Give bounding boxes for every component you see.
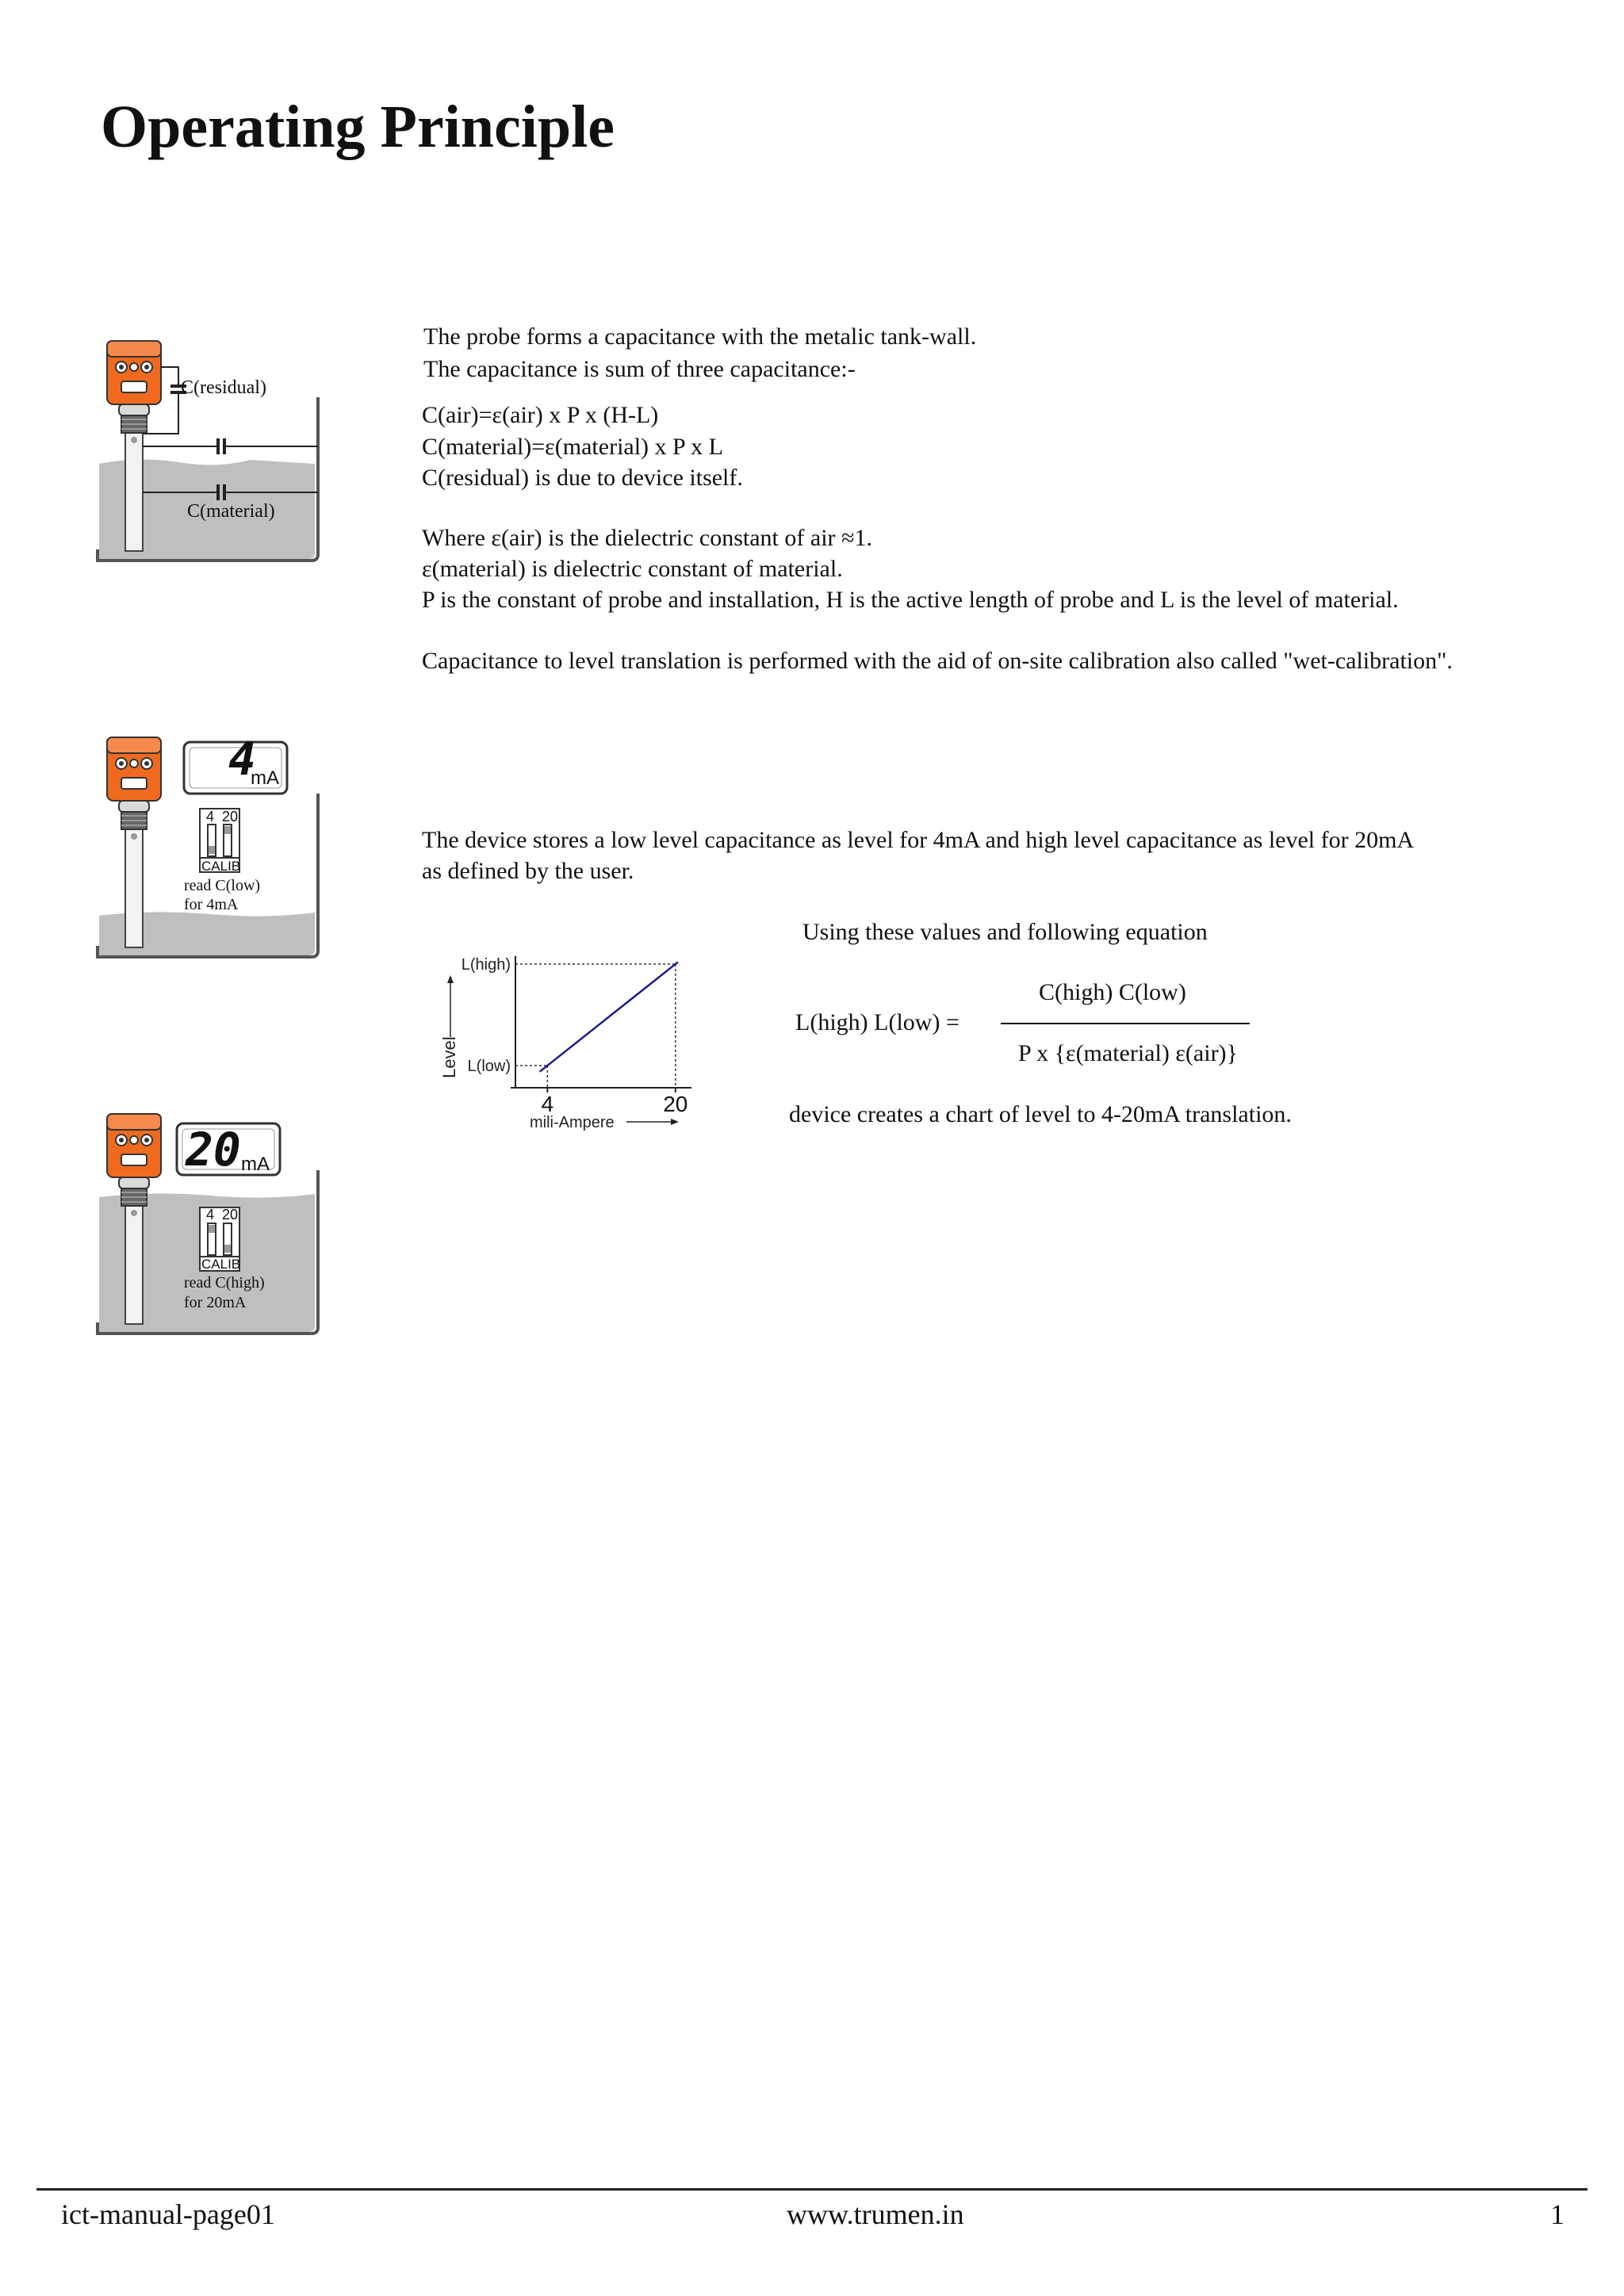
switch-label-4: 4	[206, 1207, 215, 1223]
calibration-low-caption-2: for 4mA	[184, 896, 239, 913]
where-line-1: Where ε(air) is the dielectric constant of air ≈1.	[422, 525, 872, 551]
calibration-high-caption-2: for 20mA	[184, 1294, 247, 1311]
display-unit: mA	[241, 1154, 270, 1175]
equation-lhs: L(high) L(low) =	[795, 1009, 959, 1035]
display-unit: mA	[251, 767, 279, 789]
where-line-3: P is the constant of probe and installation, H is the active length of probe and L is the level of material.	[422, 587, 1399, 613]
switch-label-20: 20	[222, 809, 239, 825]
calibration-low-caption-1: read C(low)	[184, 877, 261, 894]
display-digits: 4	[228, 732, 256, 786]
intro-line-2: The capacitance is sum of three capacitance:-	[423, 356, 856, 382]
page-number: 1	[1550, 2198, 1565, 2230]
x-tick-label: 20	[663, 1092, 688, 1116]
x-axis-arrowhead	[671, 1119, 679, 1125]
footer-url[interactable]: www.trumen.in	[787, 2198, 964, 2230]
switch-label-20: 20	[222, 1207, 239, 1223]
x-tick-label: 4	[541, 1092, 554, 1116]
equation-numerator: C(high) C(low)	[1039, 979, 1186, 1005]
intro-line-1: The probe forms a capacitance with the metalic tank-wall.	[423, 323, 977, 350]
probe-rod	[125, 432, 143, 551]
calib-label: CALIB	[201, 859, 241, 874]
equation-residual: C(residual) is due to device itself.	[422, 465, 743, 491]
fraction-bar	[1001, 1023, 1250, 1024]
where-line-2: ε(material) is dielectric constant of material.	[422, 556, 843, 582]
equation-material: C(material)=ε(material) x P x L	[422, 434, 723, 460]
equation-outro: device creates a chart of level to 4-20mA translation.	[789, 1101, 1292, 1127]
calib-label: CALIB	[201, 1257, 241, 1272]
equation-denominator: P x {ε(material) ε(air)}	[1018, 1040, 1238, 1066]
residual-label: C(residual)	[181, 377, 266, 398]
y-tick-label: L(high)	[461, 956, 511, 974]
switch-label-4: 4	[206, 809, 215, 825]
page-title: Operating Principle	[101, 94, 615, 160]
series-line	[540, 962, 678, 1071]
stores-line-2: as defined by the user.	[422, 858, 634, 884]
calibration-low-diagram	[91, 725, 329, 963]
y-tick-label: L(low)	[467, 1058, 511, 1075]
equation-air: C(air)=ε(air) x P x (H-L)	[422, 402, 659, 428]
footer-divider	[36, 2188, 1588, 2191]
calibration-high-caption-1: read C(high)	[184, 1274, 265, 1292]
y-axis-label: Level	[439, 1036, 459, 1078]
calibration-text: Capacitance to level translation is performed with the aid of on-site calibration also called "wet-calibration".	[422, 648, 1453, 674]
y-axis-arrowhead	[447, 975, 454, 983]
equation-intro: Using these values and following equation	[802, 919, 1208, 945]
stores-line-1: The device stores a low level capacitance as level for 4mA and high level capacitance as level for 20mA	[422, 827, 1415, 853]
probe-capacitance-diagram	[91, 329, 329, 567]
display-digits: 20	[186, 1123, 241, 1177]
footer-left: ict-manual-page01	[61, 2198, 275, 2230]
x-axis-label: mili-Ampere	[530, 1114, 615, 1131]
level-ma-chart	[436, 951, 698, 1134]
material-label: C(material)	[187, 501, 275, 522]
